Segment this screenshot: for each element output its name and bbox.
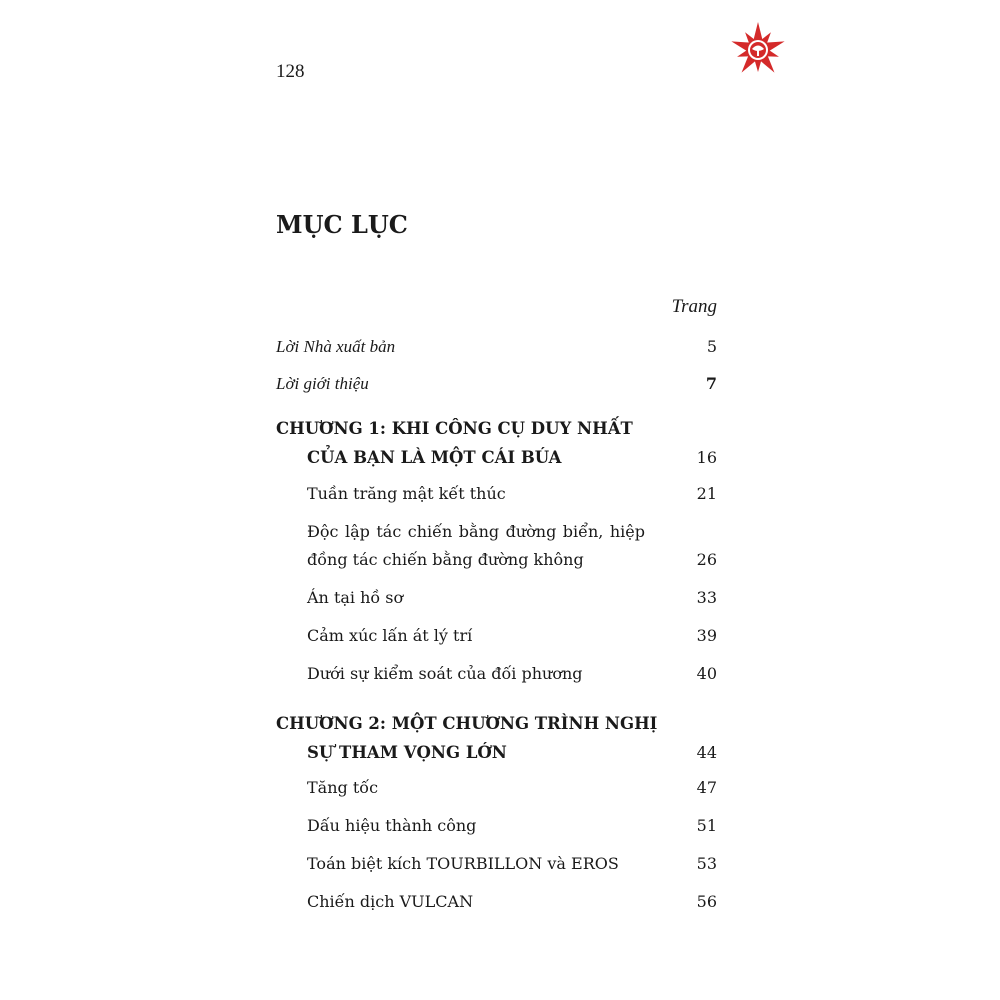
toc-section[interactable] xyxy=(276,518,717,574)
section-page: 40 xyxy=(696,664,717,683)
section-title: Tuần trăng mật kết thúc xyxy=(307,484,506,503)
chapter-page: 44 xyxy=(696,743,717,762)
toc-entry-publisher-note[interactable] xyxy=(276,333,717,361)
toc-section[interactable] xyxy=(276,850,717,878)
section-page: 21 xyxy=(696,484,717,503)
toc-entry-introduction[interactable] xyxy=(276,370,717,398)
toc-entry-title: Lời Nhà xuất bản xyxy=(276,337,396,356)
red-star-publisher-logo-icon xyxy=(728,20,788,80)
section-title: Độc lập tác chiến bằng đường biển, hiệp đồng tác chiến bằng đường không xyxy=(307,522,645,569)
section-title: Án tại hồ sơ xyxy=(307,588,404,607)
toc-section[interactable] xyxy=(276,480,717,508)
section-title: Tăng tốc xyxy=(307,778,379,797)
page-column-label: Trang xyxy=(671,296,717,317)
chapter-title-line1: CHƯƠNG 2: MỘT CHƯƠNG TRÌNH NGHỊ xyxy=(276,714,658,733)
chapter-title-line2: CỦA BẠN LÀ MỘT CÁI BÚA xyxy=(307,448,562,467)
toc-entry-page: 7 xyxy=(705,374,717,393)
section-page: 26 xyxy=(696,550,717,569)
section-title: Chiến dịch VULCAN xyxy=(307,892,474,911)
chapter-page: 16 xyxy=(696,448,717,467)
section-title: Dưới sự kiểm soát của đối phương xyxy=(307,664,583,683)
toc-section[interactable] xyxy=(276,812,717,840)
section-page: 39 xyxy=(696,626,717,645)
toc-chapter-1[interactable] xyxy=(276,414,717,472)
chapter-title-line1: CHƯƠNG 1: KHI CÔNG CỤ DUY NHẤT xyxy=(276,419,633,438)
section-title: Cảm xúc lấn át lý trí xyxy=(307,626,473,645)
section-page: 56 xyxy=(696,892,717,911)
toc-title: MỤC LỤC xyxy=(276,210,408,239)
section-title: Dấu hiệu thành công xyxy=(307,816,477,835)
toc-section[interactable] xyxy=(276,622,717,650)
toc-chapter-2[interactable] xyxy=(276,709,717,767)
section-page: 47 xyxy=(696,778,717,797)
toc-section[interactable] xyxy=(276,774,717,802)
page-number: 128 xyxy=(276,61,305,82)
toc-section[interactable] xyxy=(276,660,717,688)
section-title: Toán biệt kích TOURBILLON và EROS xyxy=(307,854,619,873)
toc-entry-page: 5 xyxy=(706,337,717,356)
section-page: 51 xyxy=(696,816,717,835)
toc-section[interactable] xyxy=(276,888,717,916)
toc-section[interactable] xyxy=(276,584,717,612)
toc-entry-title: Lời giới thiệu xyxy=(276,374,369,393)
section-page: 33 xyxy=(696,588,717,607)
section-page: 53 xyxy=(696,854,717,873)
chapter-title-line2: SỰ THAM VỌNG LỚN xyxy=(307,743,507,762)
